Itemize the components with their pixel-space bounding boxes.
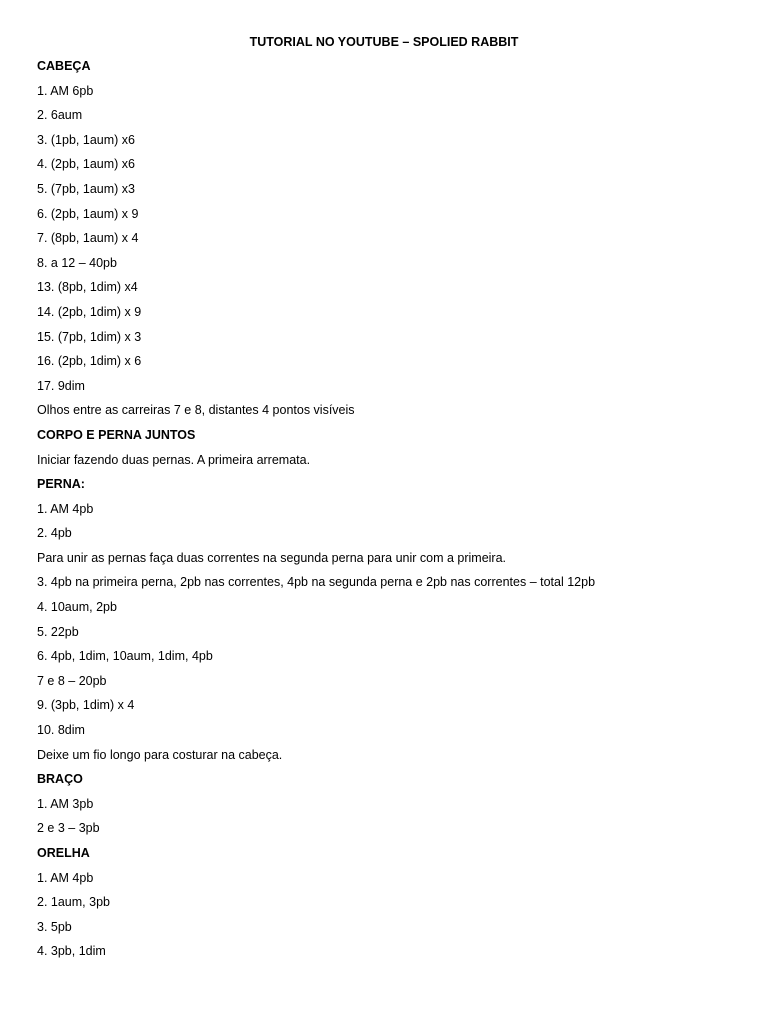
text-line: Para unir as pernas faça duas correntes na segunda perna para unir com a primeira. (37, 550, 507, 565)
text-line: 1. AM 3pb (37, 796, 94, 811)
text-line: 4. 10aum, 2pb (37, 600, 117, 615)
text-line: 4. (2pb, 1aum) x6 (37, 157, 135, 172)
text-line: 1. AM 4pb (37, 501, 94, 516)
text-line: 17. 9dim (37, 378, 85, 393)
text-line: 8. a 12 – 40pb (37, 255, 117, 270)
text-line: 6. 4pb, 1dim, 10aum, 1dim, 4pb (37, 649, 213, 664)
text-line: 7 e 8 – 20pb (37, 673, 107, 688)
text-line: Deixe um fio longo para costurar na cabeça. (37, 747, 283, 762)
text-line: 5. 22pb (37, 624, 79, 639)
text-line: 2. 1aum, 3pb (37, 895, 110, 910)
text-line: 10. 8dim (37, 723, 85, 738)
text-line: 3. 5pb (37, 919, 72, 934)
text-line: 14. (2pb, 1dim) x 9 (37, 304, 142, 319)
text-line: 1. AM 6pb (37, 83, 94, 98)
text-line: 2 e 3 – 3pb (37, 821, 100, 836)
section-heading: CABEÇA (37, 59, 91, 73)
section-heading: ORELHA (37, 846, 90, 860)
text-line: 1. AM 4pb (37, 870, 94, 885)
text-line: 2. 4pb (37, 526, 72, 541)
text-line: Iniciar fazendo duas pernas. A primeira arremata. (37, 452, 311, 467)
document-body (37, 58, 737, 968)
text-line: 9. (3pb, 1dim) x 4 (37, 698, 135, 713)
text-line: 15. (7pb, 1dim) x 3 (37, 329, 142, 344)
section-heading: PERNA: (37, 477, 85, 492)
text-line: 6. (2pb, 1aum) x 9 (37, 206, 139, 221)
text-line: 16. (2pb, 1dim) x 6 (37, 354, 142, 369)
document-title: TUTORIAL NO YOUTUBE – SPOLIED RABBIT (249, 35, 519, 49)
text-line: Olhos entre as carreiras 7 e 8, distantes 4 pontos visíveis (37, 403, 355, 418)
text-line: 7. (8pb, 1aum) x 4 (37, 231, 139, 246)
section-heading: CORPO E PERNA JUNTOS (37, 427, 196, 442)
text-line: 3. 4pb na primeira perna, 2pb nas correntes, 4pb na segunda perna e 2pb nas correntes – total 12pb (37, 575, 596, 590)
text-line: 2. 6aum (37, 108, 83, 123)
section-heading: BRAÇO (37, 772, 83, 787)
text-line: 5. (7pb, 1aum) x3 (37, 181, 135, 196)
text-line: 3. (1pb, 1aum) x6 (37, 132, 135, 147)
text-line: 4. 3pb, 1dim (37, 944, 106, 959)
text-line: 13. (8pb, 1dim) x4 (37, 280, 138, 295)
